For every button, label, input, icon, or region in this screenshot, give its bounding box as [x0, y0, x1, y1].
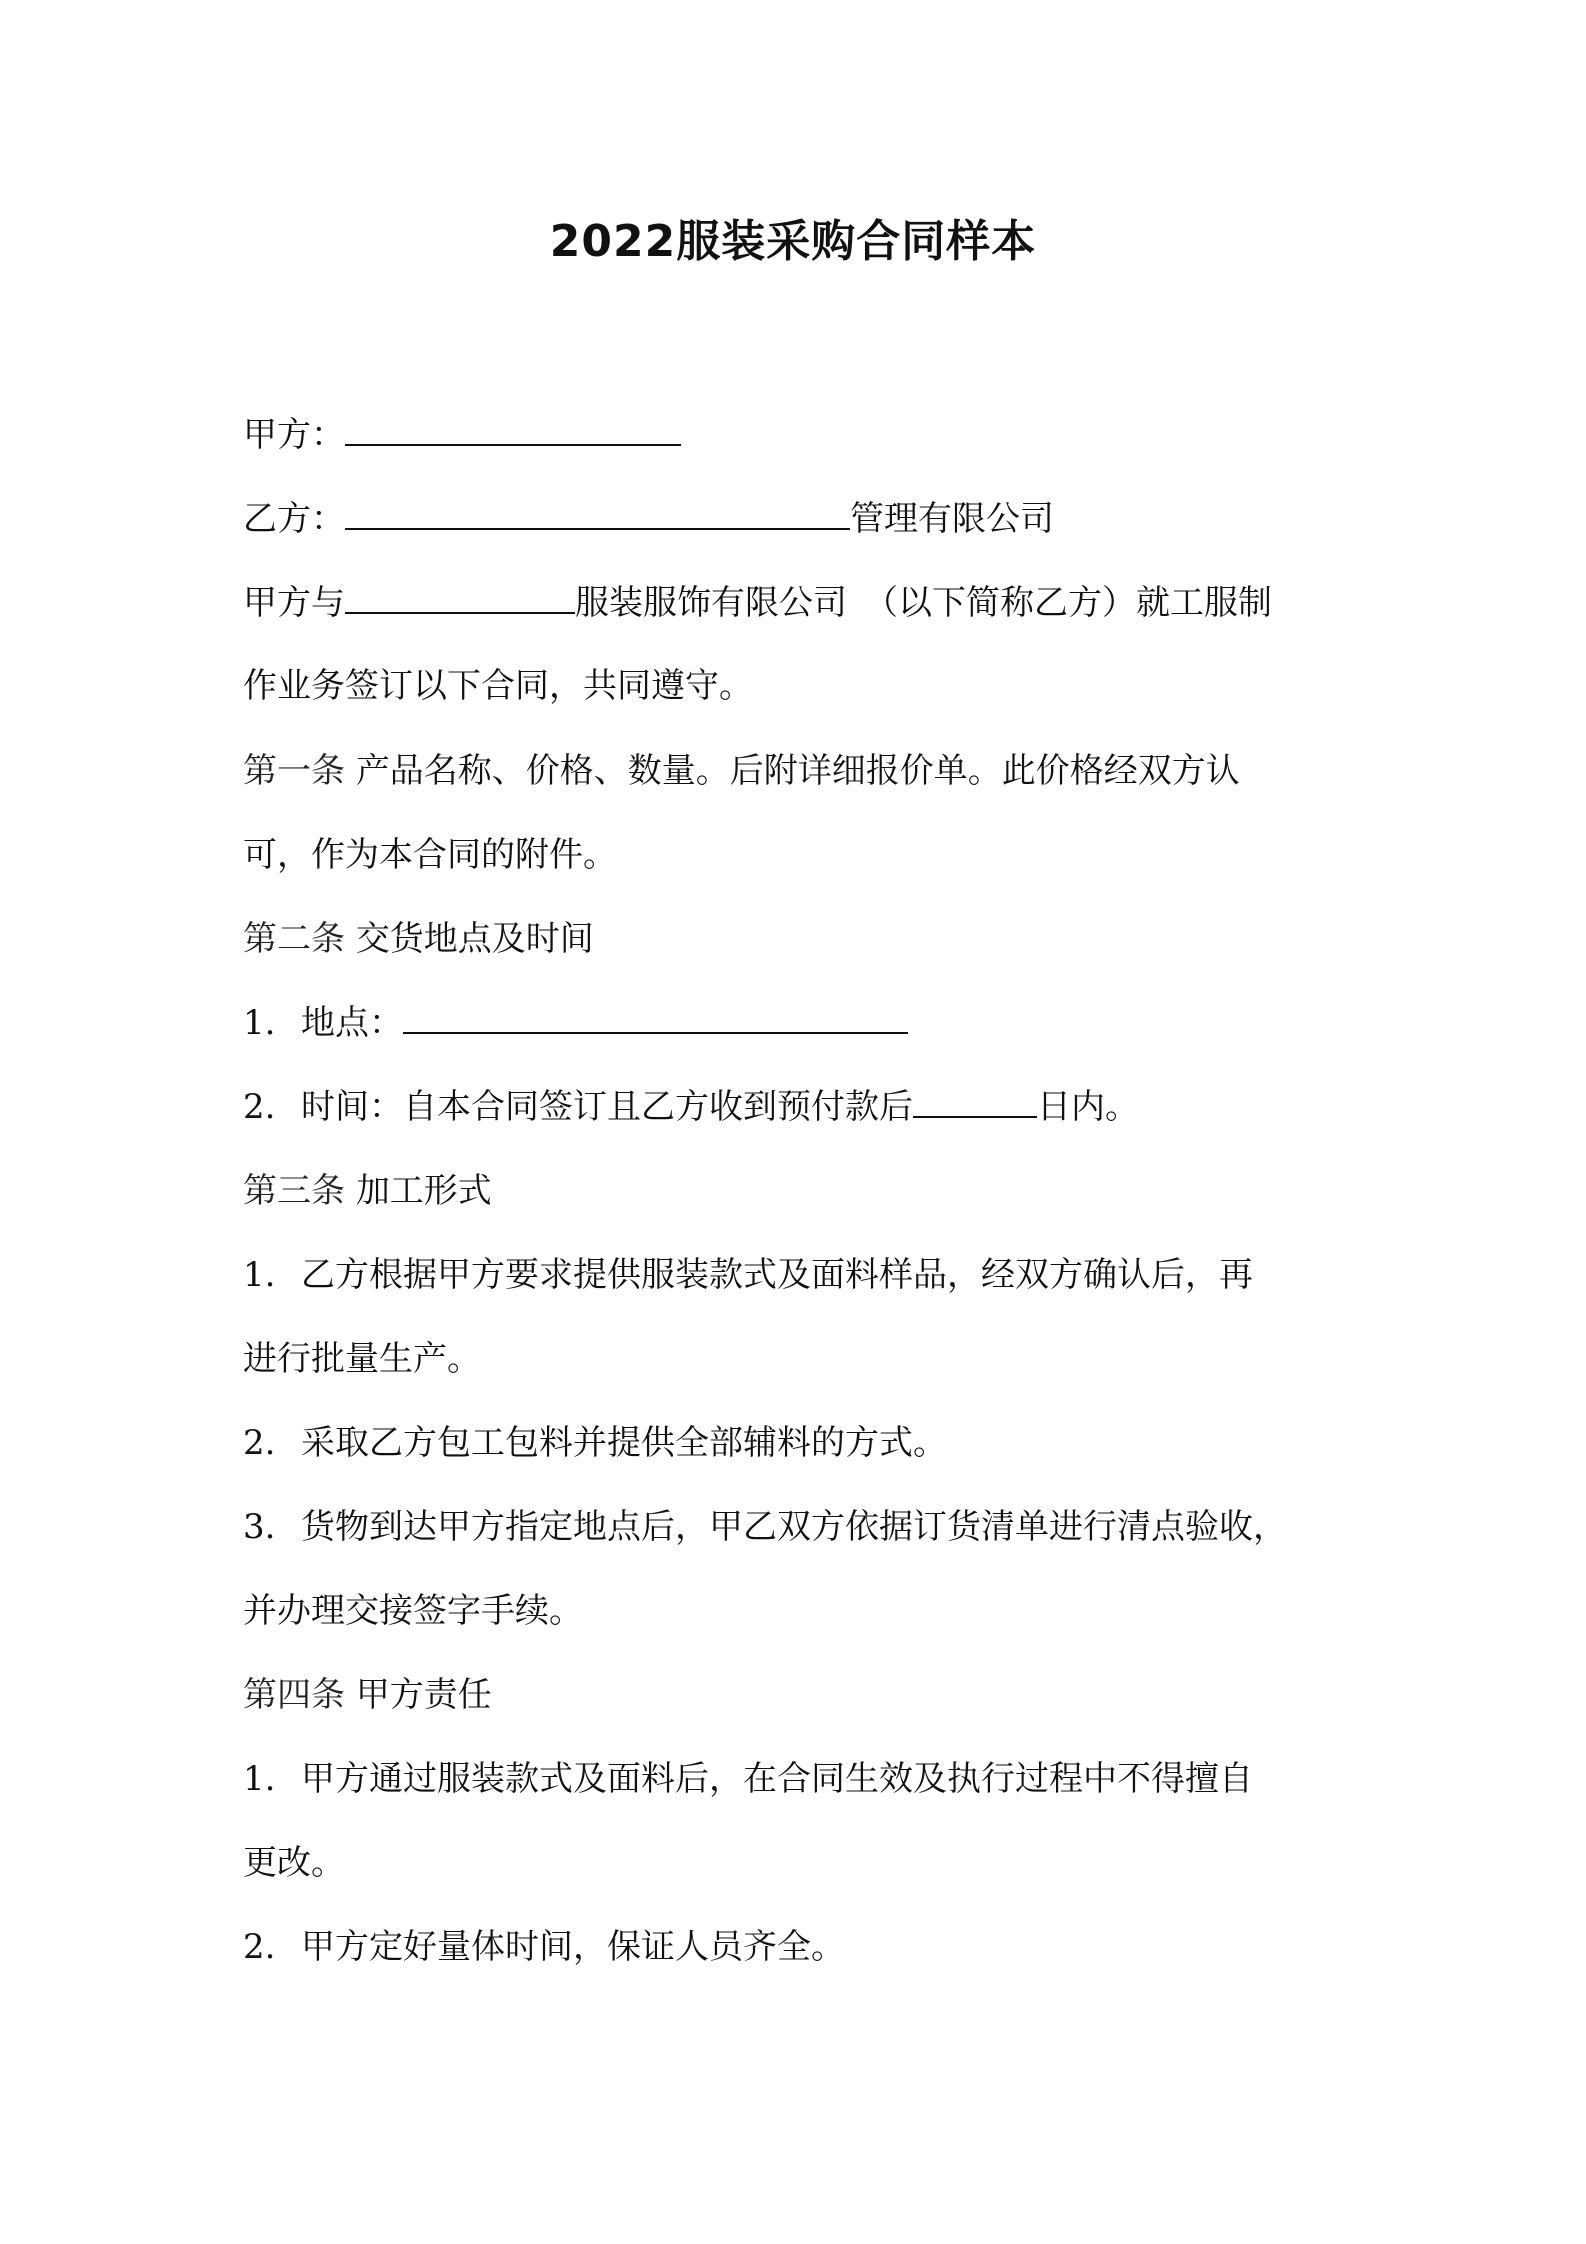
- article-4-item-1-line-2: 更改。: [243, 1843, 345, 1883]
- article-3-item-3: [243, 1502, 1287, 1552]
- party-b-blank: [345, 498, 850, 530]
- article-4-item-2-num: 2.: [243, 1927, 276, 1967]
- article-3-item-1-line-2: 进行批量生产。: [243, 1339, 481, 1379]
- days-blank: [913, 1086, 1037, 1118]
- article-2-item-2: [243, 1082, 1139, 1132]
- article-3-item-1-num: 1.: [243, 1255, 276, 1295]
- article-3-item-2: [243, 1418, 947, 1468]
- article-4-item-1: [243, 1754, 1253, 1804]
- intro-line-1: [243, 578, 1272, 628]
- article-2-item-1-num: 1.: [243, 1003, 276, 1043]
- article-2-item-2-num: 2.: [243, 1087, 276, 1127]
- article-4-item-2: [243, 1922, 845, 1972]
- intro-line-2: 作业务签订以下合同，共同遵守。: [243, 666, 753, 706]
- article-1-label: 第一条: [243, 751, 345, 791]
- article-4-item-2-text: 甲方定好量体时间，保证人员齐全。: [301, 1927, 845, 1967]
- party-b-suffix: 管理有限公司: [850, 499, 1054, 539]
- article-4-label: 第四条: [243, 1675, 345, 1715]
- article-3-heading: [243, 1166, 492, 1216]
- party-a-label: 甲方：: [243, 415, 345, 455]
- article-3-item-1-text: 乙方根据甲方要求提供服装款式及面料样品，经双方确认后，再: [301, 1255, 1253, 1295]
- article-2-item-2-suffix: 日内。: [1037, 1087, 1139, 1127]
- article-3-label: 第三条: [243, 1171, 345, 1211]
- article-1-text: 产品名称、价格、数量。后附详细报价单。此价格经双方认: [355, 751, 1240, 791]
- article-2-label: 第二条: [243, 919, 345, 959]
- intro-prefix: 甲方与: [243, 583, 345, 623]
- party-b-label: 乙方：: [243, 499, 345, 539]
- article-3-title: 加工形式: [355, 1171, 492, 1211]
- party-a-blank: [345, 414, 681, 446]
- party-b-line: [243, 494, 1054, 544]
- article-3-item-2-num: 2.: [243, 1423, 276, 1463]
- article-2-heading: [243, 914, 594, 964]
- article-4-item-1-text: 甲方通过服装款式及面料后，在合同生效及执行过程中不得擅自: [301, 1759, 1253, 1799]
- article-2-item-1-label: 地点：: [301, 1003, 403, 1043]
- article-3-item-3-text: 货物到达甲方指定地点后，甲乙双方依据订货清单进行清点验收，: [301, 1507, 1287, 1547]
- article-1-line-1: [243, 746, 1240, 796]
- article-3-item-2-text: 采取乙方包工包料并提供全部辅料的方式。: [301, 1423, 947, 1463]
- article-3-item-3-line-2: 并办理交接签字手续。: [243, 1591, 583, 1631]
- article-4-title: 甲方责任: [355, 1675, 492, 1715]
- document-title: 2022服装采购合同样本: [549, 216, 1037, 267]
- article-4-heading: [243, 1670, 492, 1720]
- location-blank: [403, 1002, 908, 1034]
- article-4-item-1-num: 1.: [243, 1759, 276, 1799]
- article-2-title: 交货地点及时间: [355, 919, 594, 959]
- article-3-item-1: [243, 1250, 1253, 1300]
- party-a-line: [243, 410, 681, 460]
- article-1-line-2: 可，作为本合同的附件。: [243, 835, 617, 875]
- intro-mid: 服装服饰有限公司 （以下简称乙方）就工服制: [575, 583, 1272, 623]
- article-2-item-2-prefix: 时间：自本合同签订且乙方收到预付款后: [301, 1087, 913, 1127]
- intro-blank: [345, 582, 575, 614]
- article-2-item-1: [243, 998, 908, 1048]
- article-3-item-3-num: 3.: [243, 1507, 276, 1547]
